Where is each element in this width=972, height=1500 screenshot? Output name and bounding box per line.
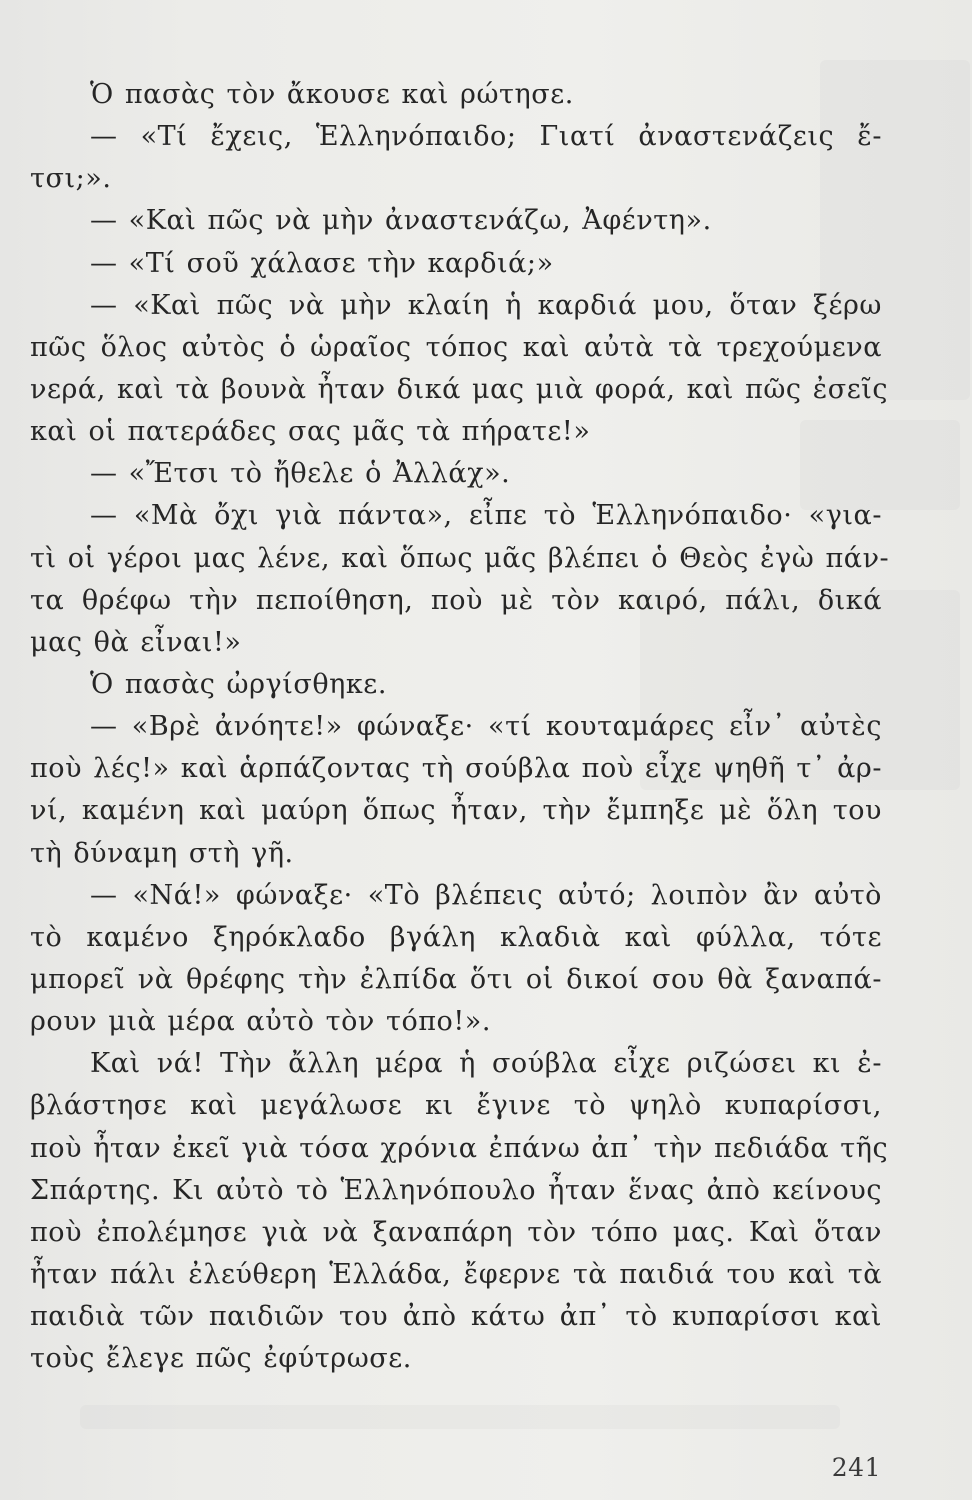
- text-line: ἦταν πάλι ἐλεύθερη Ἑλλάδα, ἔφερνε τὰ παιδιά του καὶ τὰ: [30, 1258, 882, 1290]
- text-line: Καὶ νά! Τὴν ἄλλη μέρα ἡ σούβλα εἶχε ριζώσει κι ἐ-: [90, 1048, 882, 1080]
- body-text: [30, 74, 890, 1380]
- text-line: τοὺς ἔλεγε πῶς ἐφύτρωσε.: [30, 1343, 412, 1375]
- text-line: — «Νά!» φώναξε· «Τὸ βλέπεις αὐτό; λοιπὸν ἂν αὐτὸ: [90, 879, 882, 911]
- text-line: ποὺ ἐπολέμησε γιὰ νὰ ξαναπάρη τὸν τόπο μας. Καὶ ὅταν: [30, 1216, 882, 1248]
- text-line: τσι;».: [30, 163, 112, 195]
- text-line: Ὁ πασὰς τὸν ἄκουσε καὶ ρώτησε.: [90, 79, 574, 110]
- text-line: — «Βρὲ ἀνόητε!» φώναξε· «τί κουταμάρες εἶν᾽ αὐτὲς: [90, 711, 882, 743]
- text-line: ποὺ ἦταν ἐκεῖ γιὰ τόσα χρόνια ἐπάνω ἀπ᾽ τὴν πεδιάδα τῆς: [30, 1132, 889, 1164]
- page-number: 241: [831, 1453, 881, 1482]
- text-line: ποὺ λές!» καὶ ἁρπάζοντας τὴ σούβλα ποὺ εἶχε ψηθῆ τ᾽ ἀρ-: [30, 753, 882, 785]
- text-line: βλάστησε καὶ μεγάλωσε κι ἔγινε τὸ ψηλὸ κυπαρίσσι,: [30, 1090, 882, 1122]
- text-line: ρουν μιὰ μέρα αὐτὸ τὸν τόπο!».: [30, 1006, 491, 1038]
- text-line: τὶ οἱ γέροι μας λένε, καὶ ὅπως μᾶς βλέπει ὁ Θεὸς ἐγὼ πάν-: [30, 542, 890, 574]
- text-line: νί, καμένη καὶ μαύρη ὅπως ἦταν, τὴν ἔμπηξε μὲ ὅλη του: [30, 795, 882, 827]
- text-line: τὴ δύναμη στὴ γῆ.: [30, 837, 294, 869]
- text-line: — «Μὰ ὄχι γιὰ πάντα», εἶπε τὸ Ἑλληνόπαιδο· «για-: [90, 500, 882, 532]
- text-line: νερά, καὶ τὰ βουνὰ ἦταν δικά μας μιὰ φορά, καὶ πῶς ἐσεῖς: [30, 373, 889, 405]
- text-line: μπορεῖ νὰ θρέφης τὴν ἐλπίδα ὅτι οἱ δικοί σου θὰ ξαναπά-: [30, 963, 882, 995]
- text-line: καὶ οἱ πατεράδες σας μᾶς τὰ πήρατε!»: [30, 416, 591, 448]
- text-line: πῶς ὅλος αὐτὸς ὁ ὡραῖος τόπος καὶ αὐτὰ τὰ τρεχούμενα: [30, 331, 882, 363]
- text-line: Σπάρτης. Κι αὐτὸ τὸ Ἑλληνόπουλο ἦταν ἕνας ἀπὸ κείνους: [30, 1174, 882, 1206]
- text-line: παιδιὰ τῶν παιδιῶν του ἀπὸ κάτω ἀπ᾽ τὸ κυπαρίσσι καὶ: [30, 1301, 882, 1333]
- text-line: — «Ἔτσι τὸ ἤθελε ὁ Ἀλλάχ».: [90, 458, 511, 490]
- text-line: — «Τί σοῦ χάλασε τὴν καρδιά;»: [90, 247, 554, 279]
- show-through-mark: [80, 1405, 840, 1429]
- text-line: τὸ καμένο ξηρόκλαδο βγάλη κλαδιὰ καὶ φύλλα, τότε: [30, 921, 882, 953]
- text-line: τα θρέφω τὴν πεποίθηση, ποὺ μὲ τὸν καιρό, πάλι, δικά: [30, 584, 882, 616]
- text-line: — «Τί ἔχεις, Ἑλληνόπαιδο; Γιατί ἀναστενάζεις ἔ-: [90, 121, 882, 153]
- text-line: — «Καὶ πῶς νὰ μὴν κλαίη ἡ καρδιά μου, ὅταν ξέρω: [90, 289, 882, 321]
- text-line: Ὁ πασὰς ὠργίσθηκε.: [90, 668, 387, 700]
- text-line: — «Καὶ πῶς νὰ μὴν ἀναστενάζω, Ἀφέντη».: [90, 205, 712, 237]
- text-line: μας θὰ εἶναι!»: [30, 626, 242, 658]
